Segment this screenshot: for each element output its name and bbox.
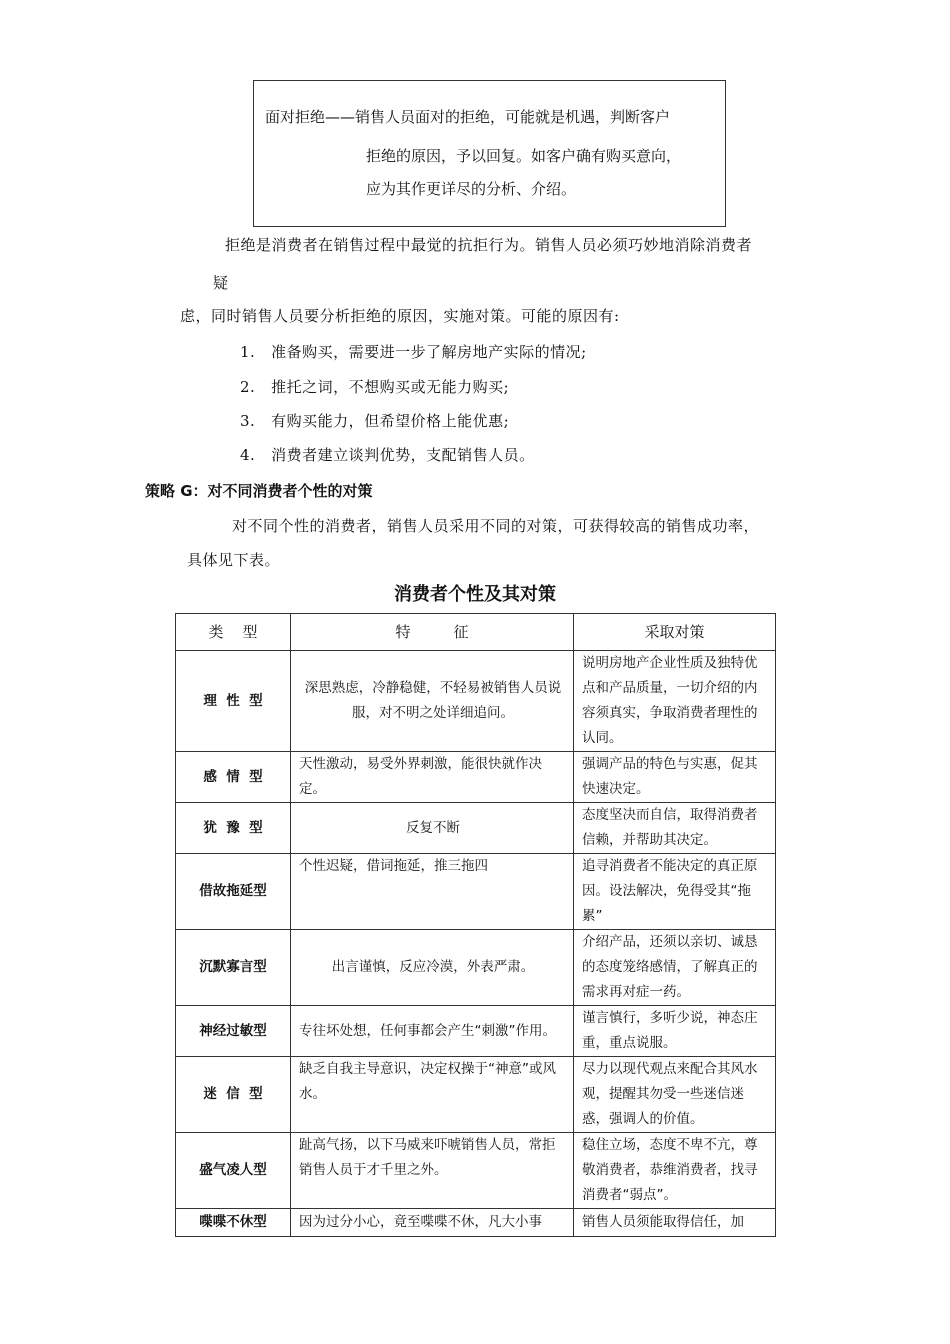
type-cell: 沉默寡言型 xyxy=(176,930,291,1006)
callout-box xyxy=(253,80,726,227)
type-cell: 喋喋不休型 xyxy=(176,1209,291,1237)
callout-line: 面对拒绝——销售人员面对的拒绝，可能就是机遇，判断客户 xyxy=(265,108,671,126)
table-row xyxy=(176,651,776,752)
feature-cell: 缺乏自我主导意识，决定权操于“神意”或风水。 xyxy=(291,1057,574,1133)
feature-cell: 趾高气扬，以下马威来吓唬销售人员，常拒销售人员于才千里之外。 xyxy=(291,1133,574,1209)
intro-paragraph-line: 虑，同时销售人员要分析拒绝的原因，实施对策。可能的原因有: xyxy=(180,307,620,325)
strategy-cell: 强调产品的特色与实惠，促其快速决定。 xyxy=(574,752,776,803)
table-row xyxy=(176,930,776,1006)
header-type: 类 型 xyxy=(176,614,291,651)
strategy-cell: 介绍产品，还须以亲切、诚恳的态度笼络感情，了解真正的需求再对症一药。 xyxy=(574,930,776,1006)
feature-cell: 出言谨慎，反应冷漠，外表严肃。 xyxy=(291,930,574,1006)
strategy-cell: 稳住立场，态度不卑不亢，尊敬消费者，恭维消费者，找寻消费者“弱点”。 xyxy=(574,1133,776,1209)
reason-item: 2. 推托之词，不想购买或无能力购买; xyxy=(240,378,510,396)
table-row xyxy=(176,752,776,803)
feature-cell: 个性迟疑，借词拖延，推三拖四 xyxy=(291,854,574,930)
type-cell: 迷 信 型 xyxy=(176,1057,291,1133)
type-cell: 理 性 型 xyxy=(176,651,291,752)
type-cell: 神经过敏型 xyxy=(176,1006,291,1057)
intro-paragraph-line: 疑 xyxy=(213,274,229,292)
type-cell: 盛气凌人型 xyxy=(176,1133,291,1209)
strategy-cell: 追寻消费者不能决定的真正原因。设法解决，免得受其“拖累” xyxy=(574,854,776,930)
intro-paragraph-line: 拒绝是消费者在销售过程中最觉的抗拒行为。销售人员必须巧妙地消除消费者 xyxy=(225,236,753,254)
reason-item: 3. 有购买能力，但希望价格上能优惠; xyxy=(240,412,510,430)
feature-cell: 反复不断 xyxy=(291,803,574,854)
callout-line: 拒绝的原因，予以回复。如客户确有购买意向， xyxy=(366,147,682,165)
header-strategy: 采取对策 xyxy=(574,614,776,651)
reason-item: 4. 消费者建立谈判优势，支配销售人员。 xyxy=(240,446,535,464)
table-row xyxy=(176,1006,776,1057)
type-cell: 犹 豫 型 xyxy=(176,803,291,854)
feature-cell: 专往坏处想，任何事都会产生“刺激”作用。 xyxy=(291,1006,574,1057)
feature-cell: 天性激动，易受外界刺激，能很快就作决定。 xyxy=(291,752,574,803)
feature-cell: 因为过分小心，竟至喋喋不休，凡大小事 xyxy=(291,1209,574,1237)
strategy-cell: 尽力以现代观点来配合其风水观，提醒其勿受一些迷信迷惑，强调人的价值。 xyxy=(574,1057,776,1133)
strategy-heading: 策略 G：对不同消费者个性的对策 xyxy=(145,482,373,500)
reason-item: 1. 准备购买，需要进一步了解房地产实际的情况; xyxy=(240,343,587,361)
table-title: 消费者个性及其对策 xyxy=(394,584,556,605)
table-row xyxy=(176,854,776,930)
strategy-cell: 销售人员须能取得信任，加 xyxy=(574,1209,776,1237)
strategy-paragraph-line: 具体见下表。 xyxy=(187,551,281,569)
strategy-cell: 说明房地产企业性质及独特优点和产品质量，一切介绍的内容须真实，争取消费者理性的认同。 xyxy=(574,651,776,752)
table-row xyxy=(176,1057,776,1133)
type-cell: 借故拖延型 xyxy=(176,854,291,930)
strategy-cell: 态度坚决而自信，取得消费者信赖，并帮助其决定。 xyxy=(574,803,776,854)
strategy-cell: 谨言慎行，多听少说，神态庄重，重点说服。 xyxy=(574,1006,776,1057)
callout-line: 应为其作更详尽的分析、介绍。 xyxy=(366,180,577,198)
strategy-paragraph-line: 对不同个性的消费者，销售人员采用不同的对策，可获得较高的销售成功率， xyxy=(232,517,760,535)
feature-cell: 深思熟虑，冷静稳健，不轻易被销售人员说服，对不明之处详细追问。 xyxy=(291,651,574,752)
type-cell: 感 情 型 xyxy=(176,752,291,803)
header-feature: 特 征 xyxy=(291,614,574,651)
personality-strategy-table xyxy=(175,613,776,1237)
table-row xyxy=(176,803,776,854)
table-row xyxy=(176,1209,776,1237)
table-row xyxy=(176,1133,776,1209)
table-header-row xyxy=(176,614,776,651)
